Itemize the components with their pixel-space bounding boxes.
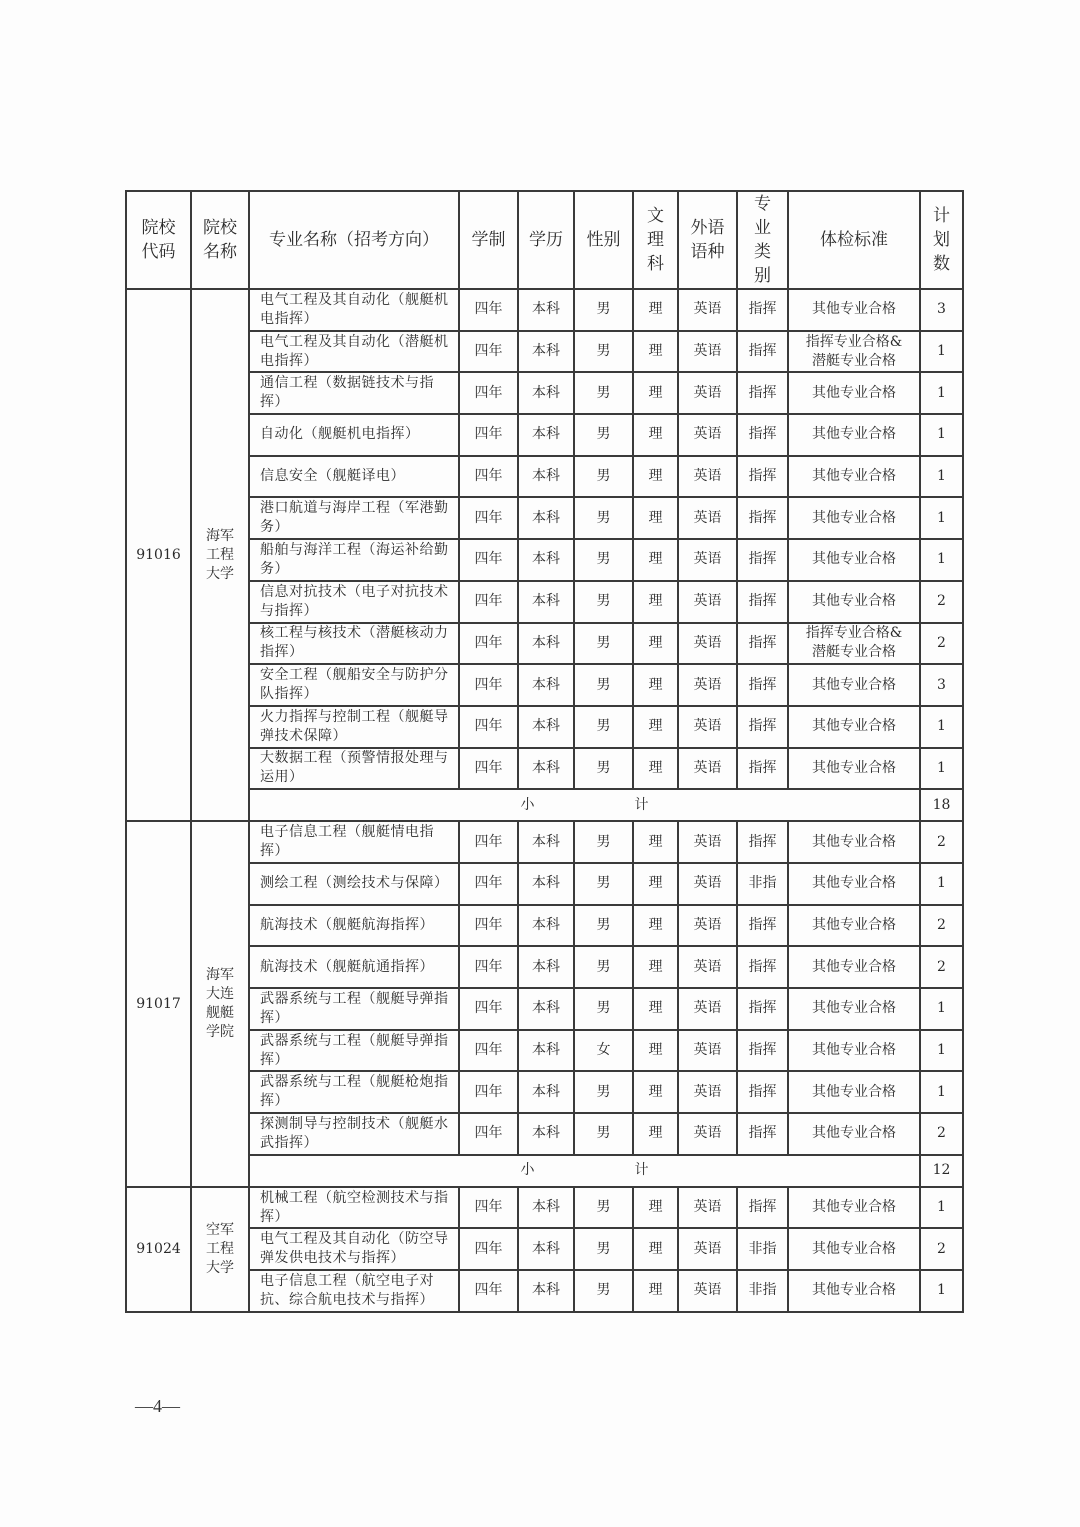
language-cell: 英语	[678, 706, 737, 748]
physical-cell: 其他专业合格	[788, 289, 920, 331]
language-cell: 英语	[678, 1270, 737, 1312]
gender-cell: 男	[574, 1071, 633, 1113]
page-number: —4—	[135, 1396, 180, 1416]
gender-cell: 男	[574, 664, 633, 706]
language-cell: 英语	[678, 1228, 737, 1270]
major-name: 武器系统与工程（舰艇导弹指挥）	[249, 988, 459, 1030]
physical-cell: 其他专业合格	[788, 1113, 920, 1155]
degree-cell: 本科	[518, 664, 574, 706]
gender-cell: 男	[574, 539, 633, 581]
major-name: 电气工程及其自动化（防空导弹发供电技术与指挥）	[249, 1228, 459, 1270]
header-category: 专业类别	[737, 191, 788, 289]
major-name: 船舶与海洋工程（海运补给勤务）	[249, 539, 459, 581]
gender-cell: 男	[574, 946, 633, 988]
table-row	[126, 372, 963, 414]
degree-cell: 本科	[518, 748, 574, 790]
major-name: 信息对抗技术（电子对抗技术与指挥）	[249, 581, 459, 623]
category-cell: 指挥	[737, 748, 788, 790]
major-name: 航海技术（舰艇航海指挥）	[249, 905, 459, 947]
table-row	[126, 539, 963, 581]
track-cell: 理	[633, 863, 678, 905]
quota-cell: 1	[920, 456, 963, 498]
physical-cell: 其他专业合格	[788, 1071, 920, 1113]
major-name: 港口航道与海岸工程（军港勤务）	[249, 497, 459, 539]
language-cell: 英语	[678, 289, 737, 331]
table-row	[126, 1187, 963, 1229]
duration-cell: 四年	[459, 539, 518, 581]
table-row	[126, 331, 963, 373]
physical-cell: 其他专业合格	[788, 863, 920, 905]
quota-cell: 3	[920, 664, 963, 706]
quota-cell: 1	[920, 414, 963, 456]
major-name: 电气工程及其自动化（舰艇机电指挥）	[249, 289, 459, 331]
table-row	[126, 664, 963, 706]
enrollment-plan-table	[125, 190, 964, 1313]
duration-cell: 四年	[459, 905, 518, 947]
category-cell: 指挥	[737, 289, 788, 331]
category-cell: 指挥	[737, 372, 788, 414]
degree-cell: 本科	[518, 456, 574, 498]
duration-cell: 四年	[459, 1030, 518, 1072]
language-cell: 英语	[678, 664, 737, 706]
table-row	[126, 623, 963, 665]
language-cell: 英语	[678, 623, 737, 665]
physical-cell: 其他专业合格	[788, 581, 920, 623]
language-cell: 英语	[678, 581, 737, 623]
track-cell: 理	[633, 748, 678, 790]
gender-cell: 男	[574, 289, 633, 331]
gender-cell: 男	[574, 988, 633, 1030]
quota-cell: 1	[920, 539, 963, 581]
major-name: 武器系统与工程（舰艇导弹指挥）	[249, 1030, 459, 1072]
track-cell: 理	[633, 706, 678, 748]
table-row	[126, 1071, 963, 1113]
quota-cell: 1	[920, 1071, 963, 1113]
language-cell: 英语	[678, 414, 737, 456]
table-row	[126, 1228, 963, 1270]
language-cell: 英语	[678, 946, 737, 988]
school-name: 空军 工程 大学	[191, 1187, 249, 1312]
duration-cell: 四年	[459, 372, 518, 414]
degree-cell: 本科	[518, 1113, 574, 1155]
major-name: 信息安全（舰艇译电）	[249, 456, 459, 498]
major-name: 测绘工程（测绘技术与保障）	[249, 863, 459, 905]
physical-cell: 其他专业合格	[788, 497, 920, 539]
header-duration: 学制	[459, 191, 518, 289]
table-header-row	[126, 191, 963, 289]
language-cell: 英语	[678, 1113, 737, 1155]
physical-cell: 其他专业合格	[788, 1187, 920, 1229]
duration-cell: 四年	[459, 1071, 518, 1113]
category-cell: 指挥	[737, 331, 788, 373]
gender-cell: 男	[574, 1187, 633, 1229]
track-cell: 理	[633, 821, 678, 863]
table-row	[126, 988, 963, 1030]
table-row	[126, 821, 963, 863]
track-cell: 理	[633, 905, 678, 947]
degree-cell: 本科	[518, 1270, 574, 1312]
school-code: 91024	[126, 1187, 191, 1312]
language-cell: 英语	[678, 1071, 737, 1113]
category-cell: 指挥	[737, 664, 788, 706]
quota-cell: 1	[920, 372, 963, 414]
duration-cell: 四年	[459, 664, 518, 706]
degree-cell: 本科	[518, 1071, 574, 1113]
category-cell: 非指	[737, 1270, 788, 1312]
duration-cell: 四年	[459, 821, 518, 863]
gender-cell: 男	[574, 497, 633, 539]
subtotal-label: 小 计	[249, 1155, 920, 1187]
language-cell: 英语	[678, 748, 737, 790]
physical-cell: 其他专业合格	[788, 1270, 920, 1312]
header-code: 院校 代码	[126, 191, 191, 289]
gender-cell: 男	[574, 1228, 633, 1270]
school-name: 海军 大连 舰艇 学院	[191, 821, 249, 1187]
gender-cell: 男	[574, 372, 633, 414]
category-cell: 非指	[737, 863, 788, 905]
language-cell: 英语	[678, 497, 737, 539]
gender-cell: 男	[574, 821, 633, 863]
subtotal-value: 12	[920, 1155, 963, 1187]
category-cell: 指挥	[737, 821, 788, 863]
track-cell: 理	[633, 372, 678, 414]
category-cell: 指挥	[737, 497, 788, 539]
major-name: 通信工程（数据链技术与指挥）	[249, 372, 459, 414]
quota-cell: 1	[920, 706, 963, 748]
duration-cell: 四年	[459, 414, 518, 456]
duration-cell: 四年	[459, 581, 518, 623]
quota-cell: 1	[920, 748, 963, 790]
category-cell: 指挥	[737, 539, 788, 581]
quota-cell: 2	[920, 946, 963, 988]
category-cell: 指挥	[737, 456, 788, 498]
track-cell: 理	[633, 414, 678, 456]
track-cell: 理	[633, 1071, 678, 1113]
quota-cell: 1	[920, 331, 963, 373]
major-name: 自动化（舰艇机电指挥）	[249, 414, 459, 456]
degree-cell: 本科	[518, 706, 574, 748]
language-cell: 英语	[678, 821, 737, 863]
degree-cell: 本科	[518, 372, 574, 414]
category-cell: 指挥	[737, 1030, 788, 1072]
table-row	[126, 1270, 963, 1312]
header-degree: 学历	[518, 191, 574, 289]
physical-cell: 其他专业合格	[788, 988, 920, 1030]
major-name: 机械工程（航空检测技术与指挥）	[249, 1187, 459, 1229]
track-cell: 理	[633, 497, 678, 539]
gender-cell: 女	[574, 1030, 633, 1072]
language-cell: 英语	[678, 905, 737, 947]
quota-cell: 1	[920, 497, 963, 539]
track-cell: 理	[633, 988, 678, 1030]
header-track: 文理科	[633, 191, 678, 289]
duration-cell: 四年	[459, 1187, 518, 1229]
major-name: 电子信息工程（舰艇情电指挥）	[249, 821, 459, 863]
header-language: 外语 语种	[678, 191, 737, 289]
quota-cell: 2	[920, 1113, 963, 1155]
duration-cell: 四年	[459, 623, 518, 665]
physical-cell: 其他专业合格	[788, 414, 920, 456]
track-cell: 理	[633, 1228, 678, 1270]
gender-cell: 男	[574, 623, 633, 665]
gender-cell: 男	[574, 581, 633, 623]
degree-cell: 本科	[518, 289, 574, 331]
duration-cell: 四年	[459, 289, 518, 331]
table-row	[126, 289, 963, 331]
category-cell: 指挥	[737, 581, 788, 623]
degree-cell: 本科	[518, 539, 574, 581]
language-cell: 英语	[678, 863, 737, 905]
table-row	[126, 581, 963, 623]
subtotal-row	[126, 789, 963, 821]
physical-cell: 其他专业合格	[788, 905, 920, 947]
major-name: 航海技术（舰艇航通指挥）	[249, 946, 459, 988]
degree-cell: 本科	[518, 863, 574, 905]
header-school: 院校 名称	[191, 191, 249, 289]
quota-cell: 2	[920, 581, 963, 623]
duration-cell: 四年	[459, 946, 518, 988]
category-cell: 指挥	[737, 946, 788, 988]
track-cell: 理	[633, 456, 678, 498]
language-cell: 英语	[678, 1187, 737, 1229]
physical-cell: 其他专业合格	[788, 1030, 920, 1072]
table-row	[126, 497, 963, 539]
table-row	[126, 863, 963, 905]
track-cell: 理	[633, 623, 678, 665]
major-name: 安全工程（舰船安全与防护分队指挥）	[249, 664, 459, 706]
degree-cell: 本科	[518, 946, 574, 988]
major-name: 探测制导与控制技术（舰艇水武指挥）	[249, 1113, 459, 1155]
duration-cell: 四年	[459, 1270, 518, 1312]
major-name: 大数据工程（预警情报处理与运用）	[249, 748, 459, 790]
degree-cell: 本科	[518, 497, 574, 539]
degree-cell: 本科	[518, 1228, 574, 1270]
physical-cell: 其他专业合格	[788, 946, 920, 988]
category-cell: 指挥	[737, 905, 788, 947]
quota-cell: 1	[920, 1187, 963, 1229]
duration-cell: 四年	[459, 1113, 518, 1155]
physical-cell: 其他专业合格	[788, 1228, 920, 1270]
duration-cell: 四年	[459, 331, 518, 373]
degree-cell: 本科	[518, 1187, 574, 1229]
category-cell: 指挥	[737, 1071, 788, 1113]
gender-cell: 男	[574, 331, 633, 373]
table-row	[126, 946, 963, 988]
language-cell: 英语	[678, 372, 737, 414]
gender-cell: 男	[574, 456, 633, 498]
track-cell: 理	[633, 1187, 678, 1229]
physical-cell: 指挥专业合格& 潜艇专业合格	[788, 331, 920, 373]
physical-cell: 其他专业合格	[788, 372, 920, 414]
category-cell: 指挥	[737, 623, 788, 665]
gender-cell: 男	[574, 863, 633, 905]
school-code: 91016	[126, 289, 191, 821]
quota-cell: 2	[920, 623, 963, 665]
category-cell: 非指	[737, 1228, 788, 1270]
degree-cell: 本科	[518, 414, 574, 456]
physical-cell: 指挥专业合格& 潜艇专业合格	[788, 623, 920, 665]
header-quota: 计划数	[920, 191, 963, 289]
physical-cell: 其他专业合格	[788, 664, 920, 706]
track-cell: 理	[633, 1030, 678, 1072]
subtotal-label: 小 计	[249, 789, 920, 821]
quota-cell: 2	[920, 821, 963, 863]
major-name: 核工程与核技术（潜艇核动力指挥）	[249, 623, 459, 665]
quota-cell: 1	[920, 1030, 963, 1072]
track-cell: 理	[633, 331, 678, 373]
quota-cell: 2	[920, 905, 963, 947]
degree-cell: 本科	[518, 821, 574, 863]
track-cell: 理	[633, 946, 678, 988]
gender-cell: 男	[574, 748, 633, 790]
table-row	[126, 414, 963, 456]
duration-cell: 四年	[459, 863, 518, 905]
degree-cell: 本科	[518, 1030, 574, 1072]
header-gender: 性别	[574, 191, 633, 289]
header-physical: 体检标准	[788, 191, 920, 289]
quota-cell: 3	[920, 289, 963, 331]
degree-cell: 本科	[518, 623, 574, 665]
track-cell: 理	[633, 539, 678, 581]
language-cell: 英语	[678, 331, 737, 373]
quota-cell: 1	[920, 1270, 963, 1312]
subtotal-value: 18	[920, 789, 963, 821]
table-row	[126, 456, 963, 498]
track-cell: 理	[633, 1113, 678, 1155]
language-cell: 英语	[678, 1030, 737, 1072]
language-cell: 英语	[678, 988, 737, 1030]
major-name: 武器系统与工程（舰艇枪炮指挥）	[249, 1071, 459, 1113]
quota-cell: 1	[920, 863, 963, 905]
category-cell: 指挥	[737, 706, 788, 748]
track-cell: 理	[633, 664, 678, 706]
major-name: 火力指挥与控制工程（舰艇导弹技术保障）	[249, 706, 459, 748]
category-cell: 指挥	[737, 1187, 788, 1229]
duration-cell: 四年	[459, 706, 518, 748]
school-code: 91017	[126, 821, 191, 1187]
physical-cell: 其他专业合格	[788, 821, 920, 863]
language-cell: 英语	[678, 539, 737, 581]
quota-cell: 1	[920, 988, 963, 1030]
track-cell: 理	[633, 1270, 678, 1312]
track-cell: 理	[633, 289, 678, 331]
track-cell: 理	[633, 581, 678, 623]
gender-cell: 男	[574, 706, 633, 748]
table-row	[126, 1113, 963, 1155]
school-name: 海军 工程 大学	[191, 289, 249, 821]
gender-cell: 男	[574, 414, 633, 456]
duration-cell: 四年	[459, 748, 518, 790]
major-name: 电子信息工程（航空电子对抗、综合航电技术与指挥）	[249, 1270, 459, 1312]
duration-cell: 四年	[459, 1228, 518, 1270]
duration-cell: 四年	[459, 497, 518, 539]
gender-cell: 男	[574, 1113, 633, 1155]
physical-cell: 其他专业合格	[788, 748, 920, 790]
physical-cell: 其他专业合格	[788, 706, 920, 748]
degree-cell: 本科	[518, 905, 574, 947]
degree-cell: 本科	[518, 988, 574, 1030]
gender-cell: 男	[574, 1270, 633, 1312]
gender-cell: 男	[574, 905, 633, 947]
table-row	[126, 905, 963, 947]
category-cell: 指挥	[737, 1113, 788, 1155]
header-major: 专业名称（招考方向）	[249, 191, 459, 289]
physical-cell: 其他专业合格	[788, 456, 920, 498]
table-row	[126, 748, 963, 790]
physical-cell: 其他专业合格	[788, 539, 920, 581]
quota-cell: 2	[920, 1228, 963, 1270]
category-cell: 指挥	[737, 988, 788, 1030]
duration-cell: 四年	[459, 456, 518, 498]
table-row	[126, 1030, 963, 1072]
degree-cell: 本科	[518, 331, 574, 373]
major-name: 电气工程及其自动化（潜艇机电指挥）	[249, 331, 459, 373]
duration-cell: 四年	[459, 988, 518, 1030]
language-cell: 英语	[678, 456, 737, 498]
degree-cell: 本科	[518, 581, 574, 623]
subtotal-row	[126, 1155, 963, 1187]
category-cell: 指挥	[737, 414, 788, 456]
table-row	[126, 706, 963, 748]
